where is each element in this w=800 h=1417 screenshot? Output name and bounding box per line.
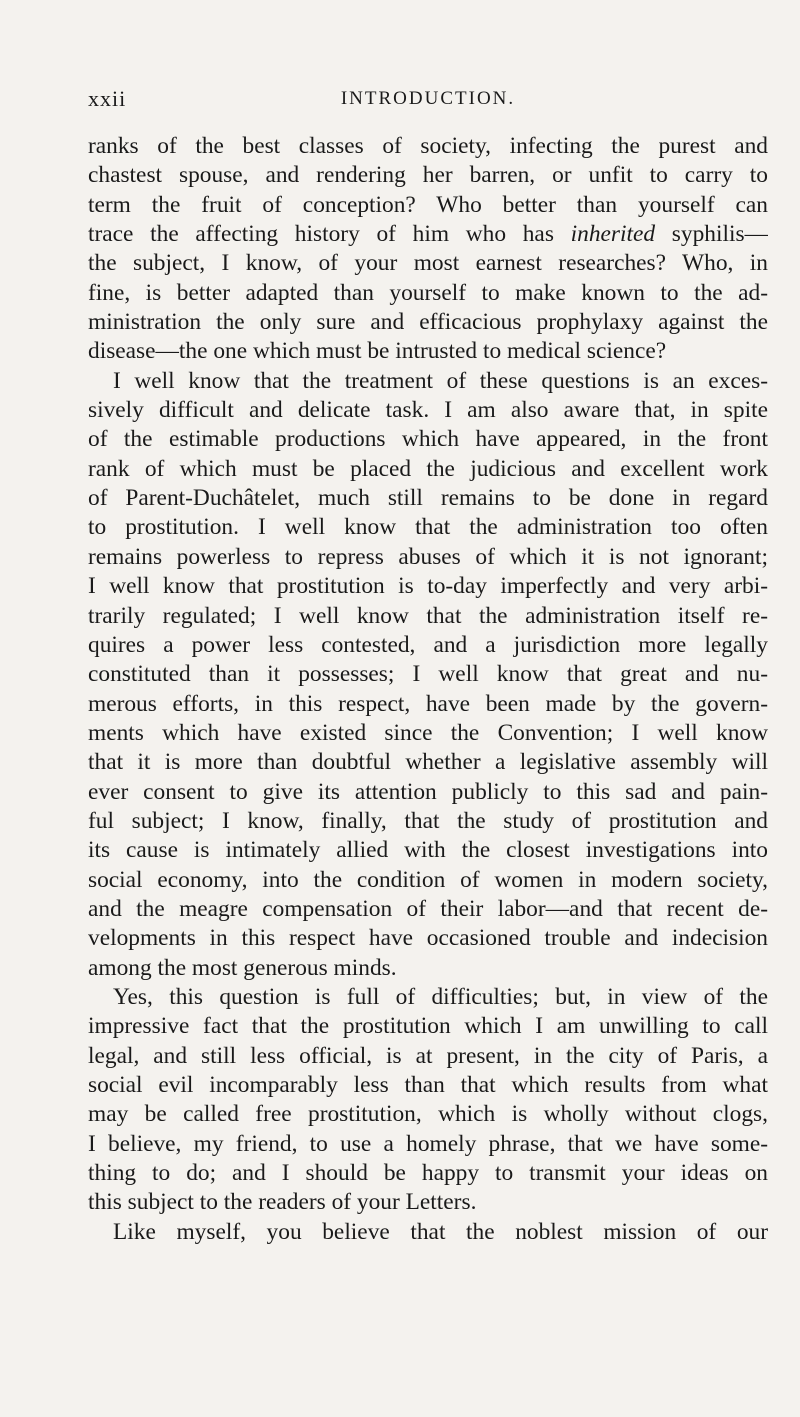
text-line: social evil incomparably less than that which results from what: [88, 1072, 768, 1098]
text-line: ever consent to give its attention publicly to this sad and pain-: [88, 778, 768, 805]
text-line: among the most generous minds.: [88, 954, 397, 981]
text-line: term the fruit of conception? Who better than yourself can: [88, 191, 768, 218]
text-line: velopments in this respect have occasioned trouble and indecision: [88, 925, 768, 952]
text-line: rank of which must be placed the judicious and excellent work: [88, 455, 768, 482]
text-line: thing to do; and I should be happy to transmit your ideas on: [88, 1160, 768, 1187]
text-line: trarily regulated; I well know that the administration itself re-: [88, 602, 768, 629]
page-header: [88, 86, 768, 116]
text-line: chastest spouse, and rendering her barren, or unfit to carry to: [88, 162, 768, 189]
text-line-with-emphasis: [88, 220, 768, 249]
text-line: social economy, into the condition of women in modern society,: [88, 866, 768, 893]
text-line: and the meagre compensation of their labor—and that recent de-: [88, 895, 768, 922]
text-line: remains powerless to repress abuses of which it is not ignorant;: [88, 543, 768, 570]
text-line: this subject to the readers of your Letters.: [88, 1189, 477, 1216]
paragraph-start-line: Yes, this question is full of difficulties; but, in view of the: [113, 983, 768, 1010]
page-number: xxii: [88, 86, 127, 111]
text-line: of Parent-Duchâtelet, much still remains to be done in regard: [88, 485, 768, 512]
text-line: fine, is better adapted than yourself to make known to the ad-: [88, 279, 768, 306]
text-line: quires a power less contested, and a jurisdiction more legally: [88, 631, 768, 658]
text-line: legal, and still less official, is at present, in the city of Paris, a: [88, 1042, 768, 1069]
text-line: I believe, my friend, to use a homely phrase, that we have some-: [88, 1130, 768, 1157]
text-fragment: syphilis—: [671, 221, 768, 248]
body-text: [88, 132, 768, 1247]
text-fragment: trace the affecting history of him who has: [88, 221, 554, 248]
text-line: I well know that prostitution is to-day imperfectly and very arbi-: [88, 573, 768, 600]
text-line: constituted than it possesses; I well know that great and nu-: [88, 661, 768, 688]
text-line: that it is more than doubtful whether a legislative assembly will: [88, 749, 768, 776]
text-line: of the estimable productions which have appeared, in the front: [88, 426, 768, 453]
emphasized-word: inherited: [570, 221, 656, 248]
text-line: ful subject; I know, finally, that the study of prostitution and: [88, 807, 768, 834]
text-line: ministration the only sure and efficacious prophylaxy against the: [88, 309, 768, 336]
text-line: impressive fact that the prostitution which I am unwilling to call: [88, 1013, 768, 1040]
text-line: to prostitution. I well know that the administration too often: [88, 514, 768, 541]
text-line: disease—the one which must be intrusted to medical science?: [88, 338, 667, 365]
paragraph-start-line: I well know that the treatment of these questions is an exces-: [113, 367, 768, 394]
running-head: INTRODUCTION.: [340, 88, 516, 109]
text-line: ments which have existed since the Convention; I well know: [88, 719, 768, 746]
text-line: ranks of the best classes of society, infecting the purest and: [88, 133, 768, 159]
text-line: the subject, I know, of your most earnest researches? Who, in: [88, 250, 768, 277]
text-line: merous efforts, in this respect, have been made by the govern-: [88, 690, 768, 717]
paragraph-start-line: Like myself, you believe that the noblest mission of our: [113, 1218, 768, 1245]
text-line: sively difficult and delicate task. I am also aware that, in spite: [88, 397, 768, 424]
text-line: its cause is intimately allied with the closest investigations into: [88, 837, 768, 864]
text-line: may be called free prostitution, which is wholly without clogs,: [88, 1101, 768, 1128]
